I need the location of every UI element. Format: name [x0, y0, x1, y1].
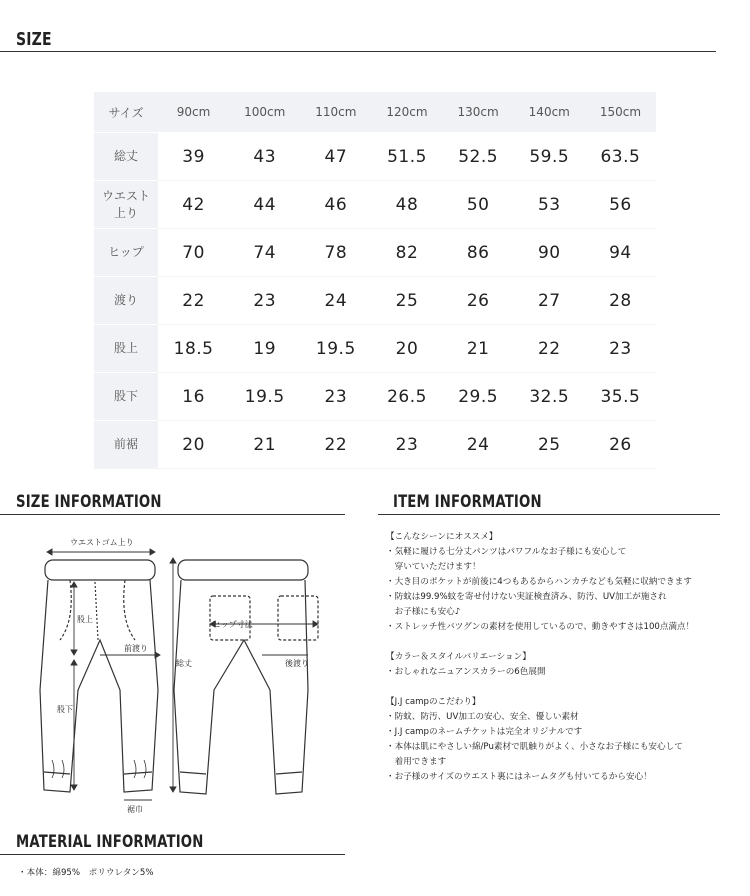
material-info-divider — [0, 854, 345, 855]
size-row-label: 前裾 — [94, 421, 158, 469]
size-row-label: 股下 — [94, 373, 158, 421]
size-row — [94, 181, 656, 229]
size-divider — [0, 51, 716, 52]
size-column-header: 110cm — [300, 92, 371, 133]
size-cell: 52.5 — [443, 133, 514, 181]
size-row — [94, 229, 656, 277]
size-row — [94, 325, 656, 373]
size-column-header: 130cm — [443, 92, 514, 133]
item-info-line: 着用できます — [386, 757, 447, 767]
size-row-label: 股上 — [94, 325, 158, 373]
label-inseam: 股下 — [57, 705, 73, 714]
size-cell: 21 — [443, 325, 514, 373]
label-hem: 裾巾 — [127, 805, 143, 814]
size-row-label: 渡り — [94, 277, 158, 325]
item-info-line: ・防蚊、防汚、UV加工の安心、安全、優しい素材 — [386, 712, 579, 722]
item-info-spacer — [386, 635, 746, 650]
size-row — [94, 421, 656, 469]
size-cell: 35.5 — [585, 373, 656, 421]
item-info-line: 【J.J campのこだわり】 — [386, 697, 481, 707]
size-cell: 48 — [371, 181, 442, 229]
item-info-divider — [378, 514, 720, 515]
size-cell: 23 — [585, 325, 656, 373]
item-info-line: ・大き目のポケットが前後に4つもあるからハンカチなども気軽に収納できます — [386, 577, 692, 587]
item-info-list — [386, 530, 746, 785]
size-cell: 39 — [158, 133, 229, 181]
size-table — [94, 92, 656, 469]
size-cell: 94 — [585, 229, 656, 277]
size-column-header: 150cm — [585, 92, 656, 133]
size-cell: 23 — [300, 373, 371, 421]
label-hip: ヒップ寸法 — [213, 620, 253, 629]
item-info-line: ・本体は肌にやさしい綿/Pu素材で肌触りがよく、小さなお子様にも安心して — [386, 742, 683, 752]
size-cell: 26 — [443, 277, 514, 325]
item-info-spacer — [386, 680, 746, 695]
label-thigh-front: 前渡り — [124, 644, 148, 653]
label-total-length: 総丈 — [176, 659, 192, 668]
label-thigh-back: 後渡り — [285, 659, 309, 668]
size-row-label: 総丈 — [94, 133, 158, 181]
size-cell: 22 — [514, 325, 585, 373]
size-column-header: 140cm — [514, 92, 585, 133]
item-info-line: ・気軽に履ける七分丈パンツはパワフルなお子様にも安心して — [386, 547, 627, 557]
size-cell: 25 — [371, 277, 442, 325]
size-cell: 42 — [158, 181, 229, 229]
size-cell: 86 — [443, 229, 514, 277]
size-row — [94, 277, 656, 325]
pants-front — [40, 560, 158, 792]
size-header-row — [94, 92, 656, 133]
size-cell: 70 — [158, 229, 229, 277]
size-cell: 47 — [300, 133, 371, 181]
size-row-label: ウエスト 上り — [94, 181, 158, 229]
size-cell: 44 — [229, 181, 300, 229]
item-info-line: 穿いていただけます！ — [386, 562, 481, 572]
size-cell: 90 — [514, 229, 585, 277]
size-cell: 32.5 — [514, 373, 585, 421]
size-info-title: SIZE INFORMATION — [16, 492, 162, 512]
size-cell: 24 — [443, 421, 514, 469]
size-cell: 23 — [229, 277, 300, 325]
size-row — [94, 373, 656, 421]
item-info-line: ・おしゃれなニュアンスカラーの6色展開 — [386, 667, 546, 677]
label-waist: ウエストゴム上り — [70, 538, 134, 547]
size-cell: 26 — [585, 421, 656, 469]
size-cell: 18.5 — [158, 325, 229, 373]
size-cell: 16 — [158, 373, 229, 421]
measure-lines — [47, 549, 318, 800]
material-info-title: MATERIAL INFORMATION — [16, 832, 204, 852]
size-cell: 25 — [514, 421, 585, 469]
item-info-line: ・お子様のサイズのウエスト裏にはネームタグも付いてるから安心！ — [386, 772, 652, 782]
item-info-line: お子様にも安心♪ — [386, 607, 461, 617]
size-cell: 82 — [371, 229, 442, 277]
size-cell: 19.5 — [229, 373, 300, 421]
size-cell: 29.5 — [443, 373, 514, 421]
size-cell: 22 — [158, 277, 229, 325]
size-cell: 59.5 — [514, 133, 585, 181]
size-cell: 27 — [514, 277, 585, 325]
size-cell: 53 — [514, 181, 585, 229]
size-cell: 46 — [300, 181, 371, 229]
item-info-line: ・ストレッチ性バツグンの素材を使用しているので、動きやすさは100点満点！ — [386, 622, 695, 632]
size-info-divider — [0, 514, 345, 515]
size-row-label: ヒップ — [94, 229, 158, 277]
size-cell: 24 — [300, 277, 371, 325]
size-cell: 21 — [229, 421, 300, 469]
size-cell: 28 — [585, 277, 656, 325]
size-cell: 26.5 — [371, 373, 442, 421]
item-info-line: ・J.J campのネームチケットは完全オリジナルです — [386, 727, 583, 737]
size-cell: 56 — [585, 181, 656, 229]
pants-diagram — [0, 525, 345, 825]
size-cell: 23 — [371, 421, 442, 469]
size-cell: 63.5 — [585, 133, 656, 181]
label-rise: 股上 — [77, 615, 93, 624]
size-cell: 74 — [229, 229, 300, 277]
size-section-title: SIZE — [16, 29, 52, 50]
size-header-label: サイズ — [94, 92, 158, 133]
size-cell: 20 — [158, 421, 229, 469]
pants-back — [174, 560, 318, 794]
size-cell: 19.5 — [300, 325, 371, 373]
material-text: ・本体：綿95% ポリウレタン5% — [18, 868, 154, 878]
item-info-title: ITEM INFORMATION — [393, 492, 542, 512]
size-column-header: 120cm — [371, 92, 442, 133]
size-cell: 51.5 — [371, 133, 442, 181]
item-info-line: 【こんなシーンにオススメ】 — [386, 532, 498, 542]
size-column-header: 90cm — [158, 92, 229, 133]
size-cell: 43 — [229, 133, 300, 181]
size-column-header: 100cm — [229, 92, 300, 133]
size-cell: 50 — [443, 181, 514, 229]
size-cell: 22 — [300, 421, 371, 469]
size-row — [94, 133, 656, 181]
item-info-line: ・防蚊は99.9%蚊を寄せ付けない実証検査済み、防汚、UV加工が施され — [386, 592, 667, 602]
size-cell: 78 — [300, 229, 371, 277]
size-cell: 20 — [371, 325, 442, 373]
item-info-line: 【カラー＆スタイルバリエーション】 — [386, 652, 531, 662]
size-cell: 19 — [229, 325, 300, 373]
